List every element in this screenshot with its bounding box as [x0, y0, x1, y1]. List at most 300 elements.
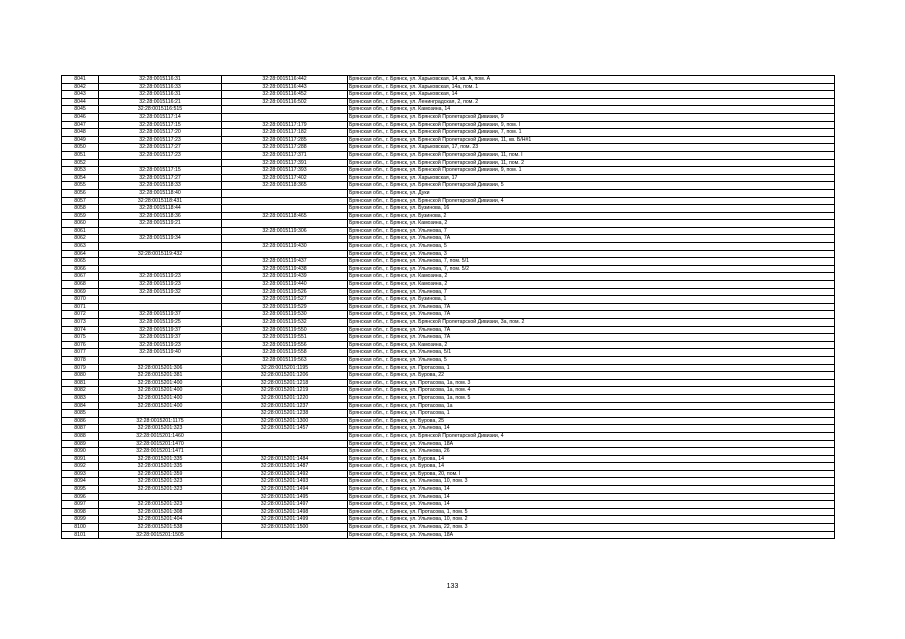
record-number: 8061	[62, 227, 99, 235]
table-row	[62, 478, 835, 486]
address: Брянская обл., г. Брянск, ул. Ленинградская, 2, пом. 2	[348, 98, 835, 106]
cadastral-number-object: 32:28:0015201:1487	[222, 463, 348, 471]
register-table-body	[62, 76, 835, 539]
address: Брянская обл., г. Брянск, ул. Протасова, 1, пом. 5	[348, 508, 835, 516]
record-number: 8073	[62, 319, 99, 327]
record-number: 8098	[62, 508, 99, 516]
address: Брянская обл., г. Брянск, ул. Ульянова, 14	[348, 486, 835, 494]
cadastral-number-parcel: 32:28:0015118:33	[99, 182, 222, 190]
address: Брянская обл., г. Брянск, ул. Брянской Пролетарской Дивизии, 9	[348, 113, 835, 121]
cadastral-number-parcel	[99, 258, 222, 266]
table-row	[62, 197, 835, 205]
cadastral-number-object	[222, 113, 348, 121]
cadastral-number-parcel: 32:28:0015119:23	[99, 341, 222, 349]
cadastral-number-object: 32:28:0015117:285	[222, 136, 348, 144]
cadastral-number-parcel: 32:28:0015117:23	[99, 151, 222, 159]
cadastral-number-object: 32:28:0015201:1219	[222, 387, 348, 395]
address: Брянская обл., г. Брянск, ул. Камозина, 2	[348, 281, 835, 289]
cadastral-number-object: 32:28:0015119:439	[222, 273, 348, 281]
table-row	[62, 493, 835, 501]
cadastral-number-parcel	[99, 159, 222, 167]
table-row	[62, 235, 835, 243]
cadastral-number-parcel: 32:28:0015201:400	[99, 394, 222, 402]
address: Брянская обл., г. Брянск, ул. Ульянова, 26	[348, 448, 835, 456]
address: Брянская обл., г. Брянск, ул. Камозина, 14	[348, 106, 835, 114]
address: Брянская обл., г. Брянск, ул. Бузинова, 2	[348, 212, 835, 220]
cadastral-number-object: 32:28:0015201:1500	[222, 524, 348, 532]
record-number: 8060	[62, 220, 99, 228]
cadastral-number-parcel: 32:28:0015119:432	[99, 250, 222, 258]
cadastral-number-parcel: 32:28:0015119:37	[99, 334, 222, 342]
cadastral-number-object: 32:28:0015201:1493	[222, 478, 348, 486]
cadastral-number-parcel	[99, 243, 222, 251]
cadastral-number-object: 32:28:0015201:1220	[222, 394, 348, 402]
address: Брянская обл., г. Брянск, ул. Брянской Пролетарской Дивизии, 4	[348, 197, 835, 205]
cadastral-number-object: 32:28:0015201:1492	[222, 470, 348, 478]
address: Брянская обл., г. Брянск, ул. Ульянова, 3	[348, 250, 835, 258]
cadastral-number-object: 32:28:0015119:550	[222, 326, 348, 334]
table-row	[62, 417, 835, 425]
address: Брянская обл., г. Брянск, ул. Протасова, 1	[348, 364, 835, 372]
table-row	[62, 379, 835, 387]
cadastral-number-object: 32:28:0015119:437	[222, 258, 348, 266]
record-number: 8068	[62, 281, 99, 289]
address: Брянская обл., г. Брянск, ул. Бузинова, 16	[348, 205, 835, 213]
cadastral-number-parcel	[99, 356, 222, 364]
record-number: 8101	[62, 531, 99, 539]
table-row	[62, 334, 835, 342]
record-number: 8083	[62, 394, 99, 402]
cadastral-number-object: 32:28:0015201:1495	[222, 493, 348, 501]
record-number: 8054	[62, 174, 99, 182]
cadastral-number-parcel: 32:28:0015201:323	[99, 425, 222, 433]
address: Брянская обл., г. Брянск, ул. Бурова, 20, пом. I	[348, 470, 835, 478]
record-number: 8077	[62, 349, 99, 357]
table-row	[62, 470, 835, 478]
address: Брянская обл., г. Брянск, ул. Дуки	[348, 189, 835, 197]
address: Брянская обл., г. Брянск, ул. Харьковская, 14	[348, 91, 835, 99]
cadastral-number-parcel: 32:28:0015116:21	[99, 98, 222, 106]
record-number: 8056	[62, 189, 99, 197]
cadastral-number-object: 32:28:0015119:526	[222, 288, 348, 296]
cadastral-number-object	[222, 106, 348, 114]
table-row	[62, 159, 835, 167]
address: Брянская обл., г. Брянск, ул. Бурова, 14	[348, 463, 835, 471]
cadastral-number-parcel: 32:28:0015201:538	[99, 524, 222, 532]
record-number: 8064	[62, 250, 99, 258]
record-number: 8079	[62, 364, 99, 372]
address: Брянская обл., г. Брянск, ул. Брянской Пролетарской Дивизии, 7, пом. 1	[348, 129, 835, 137]
table-row	[62, 440, 835, 448]
address: Брянская обл., г. Брянск, ул. Камозина, 2	[348, 273, 835, 281]
cadastral-number-parcel: 32:28:0015201:359	[99, 470, 222, 478]
cadastral-number-object: 32:28:0015117:402	[222, 174, 348, 182]
cadastral-number-object	[222, 531, 348, 539]
cadastral-number-object: 32:28:0015201:1195	[222, 364, 348, 372]
record-number: 8084	[62, 402, 99, 410]
table-row	[62, 83, 835, 91]
cadastral-number-object	[222, 235, 348, 243]
address: Брянская обл., г. Брянск, ул. Протасова, 1а, пом. 4	[348, 387, 835, 395]
table-row	[62, 220, 835, 228]
table-row	[62, 387, 835, 395]
record-number: 8078	[62, 356, 99, 364]
address: Брянская обл., г. Брянск, ул. Ульянова, 7А	[348, 334, 835, 342]
table-row	[62, 151, 835, 159]
cadastral-number-parcel: 32:28:0015201:308	[99, 508, 222, 516]
table-row	[62, 356, 835, 364]
table-row	[62, 486, 835, 494]
table-row	[62, 508, 835, 516]
table-row	[62, 303, 835, 311]
cadastral-number-parcel: 32:28:0015118:40	[99, 189, 222, 197]
cadastral-number-object: 32:28:0015116:442	[222, 76, 348, 84]
address: Брянская обл., г. Брянск, ул. Ульянова, 7А	[348, 303, 835, 311]
cadastral-number-object: 32:28:0015201:1218	[222, 379, 348, 387]
address: Брянская обл., г. Брянск, ул. Ульянова, 7, пом. 5/2	[348, 265, 835, 273]
table-row	[62, 501, 835, 509]
address: Брянская обл., г. Брянск, ул. Брянской Пролетарской Дивизии, 4	[348, 432, 835, 440]
cadastral-number-parcel: 32:28:0015118:36	[99, 212, 222, 220]
cadastral-number-parcel: 32:28:0015201:1460	[99, 432, 222, 440]
cadastral-number-object: 32:28:0015119:430	[222, 243, 348, 251]
cadastral-number-parcel: 32:28:0015201:1505	[99, 531, 222, 539]
record-number: 8082	[62, 387, 99, 395]
record-number: 8099	[62, 516, 99, 524]
table-row	[62, 227, 835, 235]
cadastral-number-object: 32:28:0015116:502	[222, 98, 348, 106]
table-row	[62, 455, 835, 463]
cadastral-number-parcel	[99, 303, 222, 311]
record-number: 8081	[62, 379, 99, 387]
table-row	[62, 402, 835, 410]
table-row	[62, 349, 835, 357]
record-number: 8067	[62, 273, 99, 281]
record-number: 8075	[62, 334, 99, 342]
cadastral-number-parcel: 32:28:0015116:31	[99, 76, 222, 84]
cadastral-number-object	[222, 448, 348, 456]
table-row	[62, 341, 835, 349]
cadastral-number-object: 32:28:0015201:1498	[222, 508, 348, 516]
cadastral-number-object: 32:28:0015119:527	[222, 296, 348, 304]
cadastral-number-parcel: 32:28:0015117:27	[99, 144, 222, 152]
record-number: 8065	[62, 258, 99, 266]
table-row	[62, 288, 835, 296]
cadastral-number-parcel: 32:28:0015117:20	[99, 129, 222, 137]
cadastral-number-object: 32:28:0015116:443	[222, 83, 348, 91]
address: Брянская обл., г. Брянск, ул. Ульянова, 7А	[348, 326, 835, 334]
record-number: 8051	[62, 151, 99, 159]
record-number: 8090	[62, 448, 99, 456]
record-number: 8063	[62, 243, 99, 251]
address: Брянская обл., г. Брянск, ул. Ульянова, 7	[348, 227, 835, 235]
cadastral-number-object: 32:28:0015119:563	[222, 356, 348, 364]
address: Брянская обл., г. Брянск, ул. Харьковская, 17	[348, 174, 835, 182]
record-number: 8088	[62, 432, 99, 440]
record-number: 8097	[62, 501, 99, 509]
record-number: 8046	[62, 113, 99, 121]
table-row	[62, 144, 835, 152]
cadastral-number-parcel: 32:28:0015201:306	[99, 364, 222, 372]
address: Брянская обл., г. Брянск, ул. Ульянова, 10, пом. 2	[348, 516, 835, 524]
table-row	[62, 129, 835, 137]
cadastral-number-parcel: 32:28:0015201:1471	[99, 448, 222, 456]
cadastral-number-parcel: 32:28:0015117:27	[99, 174, 222, 182]
table-row	[62, 174, 835, 182]
cadastral-number-object: 32:28:0015119:558	[222, 349, 348, 357]
table-row	[62, 205, 835, 213]
cadastral-number-object: 32:28:0015201:1238	[222, 410, 348, 418]
cadastral-number-parcel: 32:28:0015117:15	[99, 167, 222, 175]
cadastral-number-object: 32:28:0015119:530	[222, 311, 348, 319]
table-row	[62, 281, 835, 289]
table-row	[62, 167, 835, 175]
record-number: 8066	[62, 265, 99, 273]
record-number: 8087	[62, 425, 99, 433]
cadastral-number-object: 32:28:0015119:532	[222, 319, 348, 327]
cadastral-number-object: 32:28:0015201:1237	[222, 402, 348, 410]
record-number: 8048	[62, 129, 99, 137]
table-row	[62, 250, 835, 258]
cadastral-number-object	[222, 220, 348, 228]
cadastral-number-parcel: 32:28:0015117:15	[99, 121, 222, 129]
address: Брянская обл., г. Брянск, ул. Ульянова, 5	[348, 356, 835, 364]
address: Брянская обл., г. Брянск, ул. Ульянова, 7А	[348, 311, 835, 319]
cadastral-number-parcel: 32:28:0015201:1175	[99, 417, 222, 425]
record-number: 8092	[62, 463, 99, 471]
cadastral-number-parcel	[99, 296, 222, 304]
cadastral-number-object: 32:28:0015119:306	[222, 227, 348, 235]
record-number: 8080	[62, 372, 99, 380]
cadastral-number-object: 32:28:0015118:465	[222, 212, 348, 220]
table-row	[62, 121, 835, 129]
table-row	[62, 113, 835, 121]
address: Брянская обл., г. Брянск, ул. Протасова, 1а, пом. 3	[348, 379, 835, 387]
record-number: 8100	[62, 524, 99, 532]
cadastral-number-parcel: 32:28:0015119:25	[99, 319, 222, 327]
cadastral-number-parcel: 32:28:0015116:33	[99, 83, 222, 91]
table-row	[62, 364, 835, 372]
record-number: 8062	[62, 235, 99, 243]
address: Брянская обл., г. Брянск, ул. Брянской Пролетарской Дивизии, 11, пом. 2	[348, 159, 835, 167]
record-number: 8091	[62, 455, 99, 463]
cadastral-number-parcel: 32:28:0015117:23	[99, 136, 222, 144]
address: Брянская обл., г. Брянск, ул. Камозина, 2	[348, 341, 835, 349]
table-row	[62, 524, 835, 532]
record-number: 8096	[62, 493, 99, 501]
cadastral-number-object	[222, 197, 348, 205]
address: Брянская обл., г. Брянск, ул. Бурова, 14	[348, 455, 835, 463]
cadastral-number-parcel: 32:28:0015119:32	[99, 288, 222, 296]
record-number: 8089	[62, 440, 99, 448]
cadastral-number-object: 32:28:0015119:551	[222, 334, 348, 342]
address: Брянская обл., г. Брянск, ул. Брянской Пролетарской Дивизии, 11, пом. I	[348, 151, 835, 159]
cadastral-number-parcel: 32:28:0015119:23	[99, 273, 222, 281]
cadastral-number-parcel: 32:28:0015118:431	[99, 197, 222, 205]
cadastral-number-object: 32:28:0015201:1499	[222, 516, 348, 524]
cadastral-number-object: 32:28:0015119:556	[222, 341, 348, 349]
cadastral-number-object	[222, 189, 348, 197]
table-row	[62, 296, 835, 304]
cadastral-number-parcel: 32:28:0015117:14	[99, 113, 222, 121]
cadastral-number-parcel	[99, 410, 222, 418]
address: Брянская обл., г. Брянск, ул. Харьковская, 14, кв. А, пом. А	[348, 76, 835, 84]
cadastral-number-parcel: 32:28:0015119:21	[99, 220, 222, 228]
address: Брянская обл., г. Брянск, ул. Брянской Пролетарской Дивизии, 5	[348, 182, 835, 190]
cadastral-number-object: 32:28:0015201:1206	[222, 372, 348, 380]
cadastral-number-parcel: 32:28:0015119:37	[99, 326, 222, 334]
record-number: 8052	[62, 159, 99, 167]
address: Брянская обл., г. Брянск, ул. Протасова, 1а	[348, 402, 835, 410]
cadastral-number-object: 32:28:0015117:393	[222, 167, 348, 175]
cadastral-number-object: 32:28:0015117:179	[222, 121, 348, 129]
table-row	[62, 243, 835, 251]
address: Брянская обл., г. Брянск, ул. Ульянова, 7, пом. 5/1	[348, 258, 835, 266]
address: Брянская обл., г. Брянск, ул. Бузинова, 1	[348, 296, 835, 304]
cadastral-number-object: 32:28:0015201:1494	[222, 486, 348, 494]
address: Брянская обл., г. Брянск, ул. Ульянова, 14	[348, 425, 835, 433]
table-row	[62, 98, 835, 106]
record-number: 8086	[62, 417, 99, 425]
record-number: 8042	[62, 83, 99, 91]
table-row	[62, 372, 835, 380]
record-number: 8047	[62, 121, 99, 129]
address: Брянская обл., г. Брянск, ул. Брянской Пролетарской Дивизии, 9, пом. I	[348, 121, 835, 129]
table-row	[62, 410, 835, 418]
cadastral-number-object: 32:28:0015117:391	[222, 159, 348, 167]
table-row	[62, 425, 835, 433]
cadastral-number-object: 32:28:0015119:438	[222, 265, 348, 273]
cadastral-number-object: 32:28:0015201:1484	[222, 455, 348, 463]
cadastral-number-object: 32:28:0015117:371	[222, 151, 348, 159]
cadastral-number-parcel: 32:28:0015201:404	[99, 516, 222, 524]
cadastral-number-parcel: 32:28:0015201:335	[99, 463, 222, 471]
address: Брянская обл., г. Брянск, ул. Ульянова, 18А	[348, 440, 835, 448]
record-number: 8069	[62, 288, 99, 296]
cadastral-number-object: 32:28:0015119:440	[222, 281, 348, 289]
cadastral-number-object	[222, 250, 348, 258]
address: Брянская обл., г. Брянск, ул. Ульянова, 7	[348, 288, 835, 296]
table-row	[62, 265, 835, 273]
table-row	[62, 189, 835, 197]
cadastral-number-parcel: 32:28:0015201:323	[99, 486, 222, 494]
record-number: 8093	[62, 470, 99, 478]
table-row	[62, 432, 835, 440]
table-row	[62, 273, 835, 281]
table-row	[62, 76, 835, 84]
table-row	[62, 463, 835, 471]
cadastral-number-parcel: 32:28:0015201:323	[99, 478, 222, 486]
address: Брянская обл., г. Брянск, ул. Ульянова, 7А	[348, 235, 835, 243]
record-number: 8072	[62, 311, 99, 319]
address: Брянская обл., г. Брянск, ул. Ульянова, 5	[348, 243, 835, 251]
table-row	[62, 394, 835, 402]
cadastral-number-object: 32:28:0015118:365	[222, 182, 348, 190]
record-number: 8058	[62, 205, 99, 213]
table-row	[62, 448, 835, 456]
cadastral-number-object: 32:28:0015201:1457	[222, 425, 348, 433]
address: Брянская обл., г. Брянск, ул. Ульянова, 14	[348, 501, 835, 509]
cadastral-number-object: 32:28:0015201:1300	[222, 417, 348, 425]
table-row	[62, 326, 835, 334]
cadastral-number-object: 32:28:0015116:452	[222, 91, 348, 99]
cadastral-number-parcel: 32:28:0015119:34	[99, 235, 222, 243]
page-number: 133	[446, 583, 459, 590]
address: Брянская обл., г. Брянск, ул. Ульянова, 22, пом. 3	[348, 524, 835, 532]
register-table	[61, 75, 835, 539]
record-number: 8055	[62, 182, 99, 190]
address: Брянская обл., г. Брянск, ул. Камозина, 2	[348, 220, 835, 228]
record-number: 8053	[62, 167, 99, 175]
cadastral-number-object: 32:28:0015201:1497	[222, 501, 348, 509]
address: Брянская обл., г. Брянск, ул. Ульянова, 14	[348, 493, 835, 501]
cadastral-number-parcel: 32:28:0015201:400	[99, 387, 222, 395]
address: Брянская обл., г. Брянск, ул. Ульянова, 5/1	[348, 349, 835, 357]
address: Брянская обл., г. Брянск, ул. Протасова, 1	[348, 410, 835, 418]
address: Брянская обл., г. Брянск, ул. Харьковская, 14а, пом. 1	[348, 83, 835, 91]
cadastral-number-parcel: 32:28:0015201:400	[99, 402, 222, 410]
cadastral-number-parcel: 32:28:0015119:40	[99, 349, 222, 357]
table-row	[62, 182, 835, 190]
cadastral-number-parcel: 32:28:0015201:323	[99, 501, 222, 509]
address: Брянская обл., г. Брянск, ул. Бурова, 22	[348, 372, 835, 380]
cadastral-number-object	[222, 432, 348, 440]
record-number: 8050	[62, 144, 99, 152]
record-number: 8043	[62, 91, 99, 99]
table-row	[62, 91, 835, 99]
cadastral-number-parcel: 32:28:0015201:400	[99, 379, 222, 387]
address: Брянская обл., г. Брянск, ул. Ульянова, 18А	[348, 531, 835, 539]
cadastral-number-parcel: 32:28:0015201:381	[99, 372, 222, 380]
cadastral-number-parcel: 32:28:0015201:1470	[99, 440, 222, 448]
cadastral-number-parcel: 32:28:0015118:44	[99, 205, 222, 213]
table-row	[62, 319, 835, 327]
table-row	[62, 258, 835, 266]
record-number: 8095	[62, 486, 99, 494]
record-number: 8041	[62, 76, 99, 84]
record-number: 8094	[62, 478, 99, 486]
cadastral-number-parcel: 32:28:0015119:37	[99, 311, 222, 319]
cadastral-number-object: 32:28:0015117:288	[222, 144, 348, 152]
cadastral-number-parcel	[99, 493, 222, 501]
table-row	[62, 106, 835, 114]
address: Брянская обл., г. Брянск, ул. Харьковская, 17, пом. 23	[348, 144, 835, 152]
record-number: 8074	[62, 326, 99, 334]
cadastral-number-parcel	[99, 227, 222, 235]
record-number: 8071	[62, 303, 99, 311]
cadastral-number-parcel: 32:28:0015116:515	[99, 106, 222, 114]
address: Брянская обл., г. Брянск, ул. Ульянова, 10, пом. 3	[348, 478, 835, 486]
record-number: 8057	[62, 197, 99, 205]
table-row	[62, 212, 835, 220]
address: Брянская обл., г. Брянск, ул. Брянской Пролетарской Дивизии, 11, кв. Б/Н#1	[348, 136, 835, 144]
record-number: 8076	[62, 341, 99, 349]
cadastral-number-parcel: 32:28:0015201:335	[99, 455, 222, 463]
cadastral-number-object: 32:28:0015119:529	[222, 303, 348, 311]
cadastral-number-object	[222, 205, 348, 213]
table-row	[62, 136, 835, 144]
cadastral-number-parcel: 32:28:0015119:23	[99, 281, 222, 289]
record-number: 8045	[62, 106, 99, 114]
cadastral-number-parcel	[99, 265, 222, 273]
address: Брянская обл., г. Брянск, ул. Бурова, 25	[348, 417, 835, 425]
cadastral-number-object	[222, 440, 348, 448]
address: Брянская обл., г. Брянск, ул. Брянской Пролетарской Дивизии, 3а, пом. 2	[348, 319, 835, 327]
table-row	[62, 531, 835, 539]
table-row	[62, 311, 835, 319]
cadastral-number-object: 32:28:0015117:182	[222, 129, 348, 137]
address: Брянская обл., г. Брянск, ул. Протасова, 1а, пом. 5	[348, 394, 835, 402]
